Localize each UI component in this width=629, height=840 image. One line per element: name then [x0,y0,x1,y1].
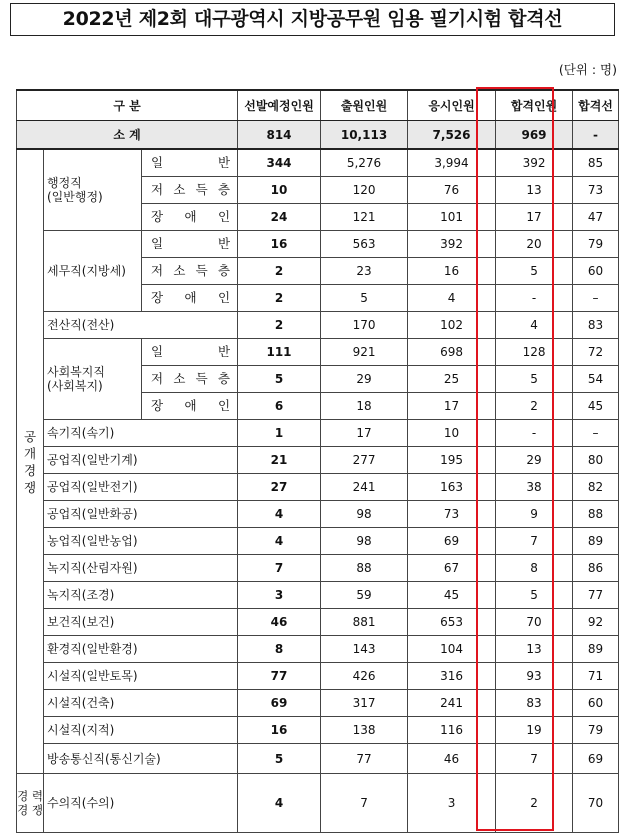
subcategory-label: 일 반 [151,236,232,251]
planned-cell: 16 [238,231,321,258]
table-row [17,149,619,177]
cutoff-cell: 47 [573,204,619,231]
cutoff-cell: 89 [573,528,619,555]
applicants-cell: 5,276 [321,149,408,177]
subcategory-cell [142,231,238,258]
planned-cell: 6 [238,393,321,420]
applicants-cell: 317 [321,690,408,717]
applicants-cell: 143 [321,636,408,663]
test-takers-cell: 73 [408,501,496,528]
subcategory-cell [142,393,238,420]
subcategory-cell [142,258,238,285]
applicants-cell: 138 [321,717,408,744]
planned-cell: 4 [238,774,321,833]
subcategory-cell [142,339,238,366]
table-row [17,636,619,663]
category-cell: 시설직(건축) [44,690,238,717]
cutoff-cell: 60 [573,690,619,717]
test-takers-cell: 16 [408,258,496,285]
applicants-cell: 17 [321,420,408,447]
group-open-competition: 공 개 경 쟁 [17,149,44,774]
category-cell: 시설직(지적) [44,717,238,744]
planned-cell: 5 [238,744,321,774]
table-row [17,312,619,339]
category-cell: 방송통신직(통신기술) [44,744,238,774]
subtotal-test-takers: 7,526 [408,121,496,150]
category-cell: 속기직(속기) [44,420,238,447]
applicants-cell: 59 [321,582,408,609]
test-takers-cell: 3,994 [408,149,496,177]
subcategory-label: 일 반 [151,344,232,359]
cutoff-cell: 60 [573,258,619,285]
test-takers-cell: 10 [408,420,496,447]
passers-cell: 2 [496,393,573,420]
subcategory-label: 장 애 인 [151,290,232,305]
test-takers-cell: 241 [408,690,496,717]
table-row [17,663,619,690]
planned-cell: 77 [238,663,321,690]
passers-cell: 4 [496,312,573,339]
unit-label: (단위 : 명) [558,62,617,77]
applicants-cell: 7 [321,774,408,833]
subcategory-label: 일 반 [151,155,232,170]
planned-cell: 2 [238,285,321,312]
category-cell: 사회복지직 (사회복지) [44,339,142,420]
passers-cell: 9 [496,501,573,528]
subtotal-label: 소 계 [17,121,238,150]
applicants-cell: 77 [321,744,408,774]
passers-cell: 70 [496,609,573,636]
passers-cell: - [496,285,573,312]
applicants-cell: 881 [321,609,408,636]
planned-cell: 27 [238,474,321,501]
category-cell: 녹지직(산림자원) [44,555,238,582]
subcategory-cell [142,366,238,393]
passers-cell: 13 [496,177,573,204]
subcategory-cell [142,285,238,312]
passers-cell: 392 [496,149,573,177]
applicants-cell: 170 [321,312,408,339]
cutoff-cell: 71 [573,663,619,690]
test-takers-cell: 101 [408,204,496,231]
planned-cell: 8 [238,636,321,663]
cutoff-cell: – [573,285,619,312]
table-row [17,774,619,833]
subtotal-planned: 814 [238,121,321,150]
subcategory-label: 저 소 득 층 [151,182,232,197]
planned-cell: 5 [238,366,321,393]
table-row [17,528,619,555]
planned-cell: 2 [238,312,321,339]
category-cell: 농업직(일반농업) [44,528,238,555]
cutoff-cell: 85 [573,149,619,177]
passers-cell: 128 [496,339,573,366]
applicants-cell: 241 [321,474,408,501]
table-row [17,690,619,717]
subcategory-cell [142,149,238,177]
passers-cell: 29 [496,447,573,474]
test-takers-cell: 163 [408,474,496,501]
planned-cell: 4 [238,501,321,528]
cutoff-cell: 69 [573,744,619,774]
applicants-cell: 120 [321,177,408,204]
table-row [17,744,619,774]
planned-cell: 21 [238,447,321,474]
planned-cell: 46 [238,609,321,636]
category-cell: 녹지직(조경) [44,582,238,609]
table-row [17,339,619,366]
test-takers-cell: 45 [408,582,496,609]
category-cell: 행정직 (일반행정) [44,149,142,231]
cutoff-cell: 77 [573,582,619,609]
passers-cell: 20 [496,231,573,258]
planned-cell: 69 [238,690,321,717]
test-takers-cell: 4 [408,285,496,312]
subtotal-passers: 969 [496,121,573,150]
header-category: 구 분 [17,90,238,121]
subcategory-label: 저 소 득 층 [151,263,232,278]
test-takers-cell: 3 [408,774,496,833]
header-test-takers: 응시인원 [408,90,496,121]
test-takers-cell: 698 [408,339,496,366]
test-takers-cell: 17 [408,393,496,420]
passers-cell: 83 [496,690,573,717]
planned-cell: 344 [238,149,321,177]
applicants-cell: 98 [321,501,408,528]
category-cell: 세무직(지방세) [44,231,142,312]
cutoff-cell: 70 [573,774,619,833]
passers-cell: 7 [496,744,573,774]
subcategory-cell [142,204,238,231]
applicants-cell: 121 [321,204,408,231]
category-cell: 전산직(전산) [44,312,238,339]
category-cell: 공업직(일반전기) [44,474,238,501]
subtotal-cutoff: - [573,121,619,150]
header-planned: 선발예정인원 [238,90,321,121]
planned-cell: 16 [238,717,321,744]
cutoff-cell: 54 [573,366,619,393]
subtotal-row [17,121,619,150]
passers-cell: 8 [496,555,573,582]
category-cell: 환경직(일반환경) [44,636,238,663]
subcategory-label: 장 애 인 [151,398,232,413]
passers-cell: 17 [496,204,573,231]
passers-cell: - [496,420,573,447]
cutoff-cell: – [573,420,619,447]
table-row [17,582,619,609]
planned-cell: 2 [238,258,321,285]
subcategory-cell [142,177,238,204]
category-cell: 시설직(일반토목) [44,663,238,690]
cutoff-cell: 92 [573,609,619,636]
page-title: 2022년 제2회 대구광역시 지방공무원 임용 필기시험 합격선 [10,3,615,36]
cutoff-cell: 72 [573,339,619,366]
test-takers-cell: 25 [408,366,496,393]
test-takers-cell: 104 [408,636,496,663]
passers-cell: 19 [496,717,573,744]
table-row [17,501,619,528]
group-career-competition: 경 력 경 쟁 [17,774,44,833]
table-row [17,420,619,447]
header-applicants: 출원인원 [321,90,408,121]
test-takers-cell: 653 [408,609,496,636]
passers-cell: 5 [496,258,573,285]
applicants-cell: 277 [321,447,408,474]
cutoff-cell: 86 [573,555,619,582]
test-takers-cell: 67 [408,555,496,582]
planned-cell: 111 [238,339,321,366]
subcategory-label: 저 소 득 층 [151,371,232,386]
passers-cell: 5 [496,582,573,609]
cutoff-cell: 89 [573,636,619,663]
category-cell: 공업직(일반기계) [44,447,238,474]
test-takers-cell: 69 [408,528,496,555]
applicants-cell: 23 [321,258,408,285]
cutoff-cell: 80 [573,447,619,474]
cutoff-cell: 79 [573,717,619,744]
table-row [17,231,619,258]
planned-cell: 24 [238,204,321,231]
subtotal-applicants: 10,113 [321,121,408,150]
cutoff-cell: 73 [573,177,619,204]
header-row [17,90,619,121]
subcategory-label: 장 애 인 [151,209,232,224]
applicants-cell: 98 [321,528,408,555]
planned-cell: 10 [238,177,321,204]
applicants-cell: 921 [321,339,408,366]
test-takers-cell: 316 [408,663,496,690]
test-takers-cell: 195 [408,447,496,474]
passers-cell: 93 [496,663,573,690]
header-cutoff: 합격선 [573,90,619,121]
test-takers-cell: 392 [408,231,496,258]
applicants-cell: 29 [321,366,408,393]
test-takers-cell: 46 [408,744,496,774]
cutoff-cell: 45 [573,393,619,420]
applicants-cell: 563 [321,231,408,258]
test-takers-cell: 116 [408,717,496,744]
planned-cell: 4 [238,528,321,555]
table-row [17,609,619,636]
table-row [17,474,619,501]
table-row [17,447,619,474]
passers-cell: 2 [496,774,573,833]
applicants-cell: 426 [321,663,408,690]
cutoff-cell: 88 [573,501,619,528]
planned-cell: 1 [238,420,321,447]
applicants-cell: 5 [321,285,408,312]
table-row [17,555,619,582]
cutoff-cell: 83 [573,312,619,339]
test-takers-cell: 102 [408,312,496,339]
applicants-cell: 88 [321,555,408,582]
category-cell: 수의직(수의) [44,774,238,833]
cutoff-cell: 79 [573,231,619,258]
planned-cell: 7 [238,555,321,582]
header-passers: 합격인원 [496,90,573,121]
category-cell: 보건직(보건) [44,609,238,636]
category-cell: 공업직(일반화공) [44,501,238,528]
passers-cell: 38 [496,474,573,501]
passers-cell: 13 [496,636,573,663]
table-row [17,717,619,744]
passers-cell: 5 [496,366,573,393]
results-table [16,89,619,833]
test-takers-cell: 76 [408,177,496,204]
applicants-cell: 18 [321,393,408,420]
planned-cell: 3 [238,582,321,609]
passers-cell: 7 [496,528,573,555]
cutoff-cell: 82 [573,474,619,501]
